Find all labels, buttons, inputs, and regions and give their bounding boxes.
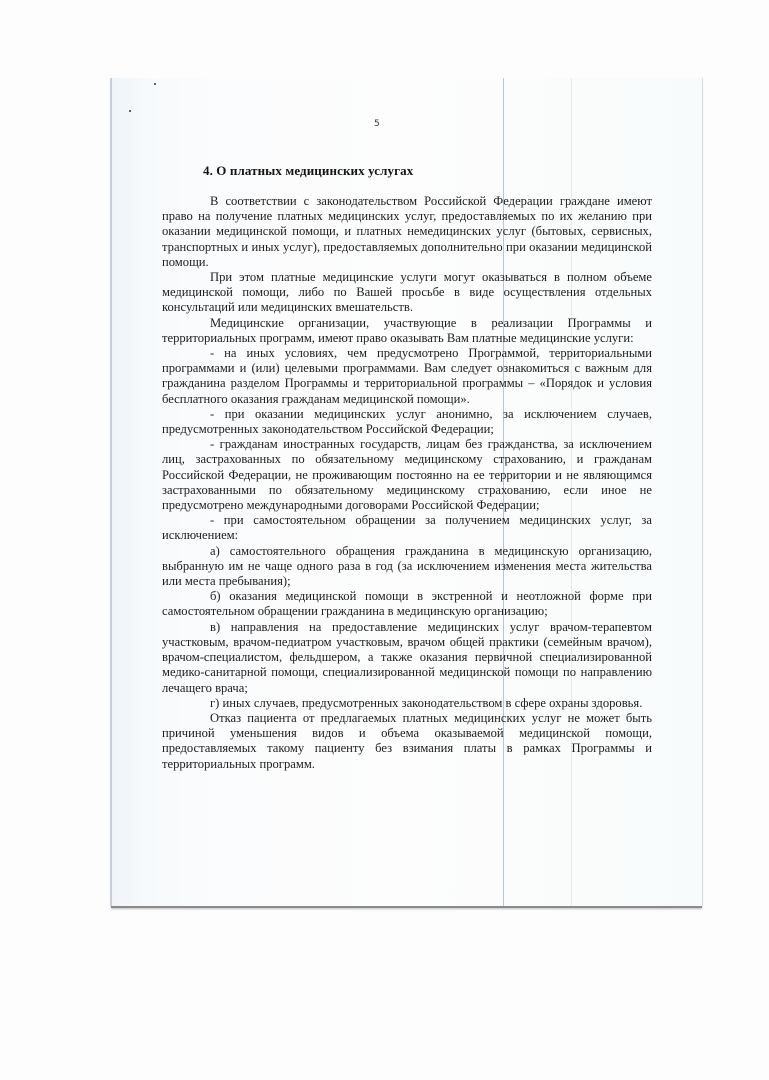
sub-list-item: г) иных случаев, предусмотренных законодательством в сфере охраны здоровья.	[210, 695, 643, 710]
paragraph-organizations: Медицинские организации, участвующие в реализации Программы и территориальных программ, имеют право оказывать Вам платные медицинские услуги:	[162, 315, 652, 345]
paragraph-intro: В соответствии с законодательством Российской Федерации граждане имеют право на получение платных медицинских услуг, предоставляемых по их желанию при оказании медицинской помощи, и платных немедицинских услуг (бытовых, сервисных, транспортных и иных услуг), предоставляемых дополнительно при оказании медицинской помощи.	[162, 194, 652, 269]
list-item: - при оказании медицинских услуг анонимно, за исключением случаев, предусмотренных законодательством Российской Федерации;	[162, 406, 652, 437]
sub-list-item: в) направления на предоставление медицинских услуг врачом-терапевтом участковым, врачом-педиатром участковым, врачом общей практики (семейным врачом), врачом-специалистом, фельдшером, а также оказания первичной специализированной медико-санитарной помощи, специализированной медицинской помощи по направлению лечащего врача;	[162, 619, 652, 695]
list-item: - гражданам иностранных государств, лицам без гражданства, за исключением лиц, застрахованных по обязательному медицинскому страхованию, и гражданам Российской Федерации, не проживающим постоянно на ее территории и не являющимся застрахованными по обязательному медицинскому страхованию, если иное не предусмотрено международными договорами Российской Федерации;	[162, 437, 652, 513]
scan-speck	[129, 110, 131, 112]
document-body	[162, 194, 652, 772]
section-heading: 4. О платных медицинских услугах	[203, 163, 414, 178]
paragraph-refusal: Отказ пациента от предлагаемых платных медицинских услуг не может быть причиной уменьшения видов и объема оказываемой медицинской помощи, предоставляемых такому пациенту без взимания платы в рамках Программы и территориальных программ.	[162, 710, 652, 771]
page-number: 5	[374, 119, 380, 129]
scan-speck	[154, 83, 156, 85]
list-item: - на иных условиях, чем предусмотрено Программой, территориальными программами и (или) целевыми программами. Вам следует ознакомиться с важным для гражданина разделом Программы и территориальной программы – «Порядок и условия бесплатного оказания гражданам медицинской помощи».	[162, 346, 652, 406]
paragraph-scope: При этом платные медицинские услуги могут оказываться в полном объеме медицинской помощи, либо по Вашей просьбе в виде осуществления отдельных консультаций или медицинских вмешательств.	[162, 270, 652, 315]
scanned-page	[110, 78, 703, 906]
list-item: - при самостоятельном обращении за получением медицинских услуг, за исключением:	[162, 513, 652, 543]
sub-list-item: а) самостоятельного обращения гражданина в медицинскую организацию, выбранную им не чаще одного раза в год (за исключением изменения места жительства или места пребывания);	[162, 543, 652, 589]
sub-list-item: б) оказания медицинской помощи в экстренной и неотложной форме при самостоятельном обращении гражданина в медицинскую организацию;	[162, 589, 652, 619]
